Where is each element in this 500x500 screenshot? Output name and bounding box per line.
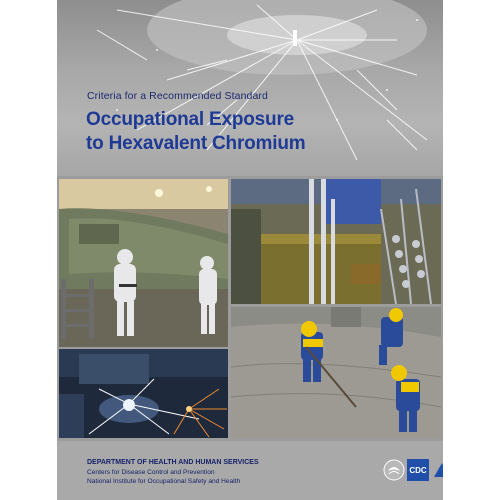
cover-title <box>86 108 305 156</box>
cover-title-line2: to Hexavalent Chromium <box>86 133 306 154</box>
department-name: DEPARTMENT OF HEALTH AND HUMAN SERVICES <box>87 459 259 466</box>
cover-title-line1: Occupational Exposure <box>86 109 295 130</box>
report-cover <box>57 0 474 500</box>
cover-subtitle: Criteria for a Recommended Standard <box>87 90 268 102</box>
cdc-logo-text: CDC <box>409 466 427 475</box>
cdc-name: Centers for Disease Control and Prevention <box>87 469 215 476</box>
photo-welding <box>59 349 228 438</box>
photo-plating-tank <box>231 179 441 304</box>
niosh-name: National Institute for Occupational Safety and Health <box>87 478 241 485</box>
photo-aircraft-painters <box>59 179 228 347</box>
agency-logos <box>382 455 474 485</box>
niosh-logo-icon: NIOSH <box>434 463 443 477</box>
hhs-eagle-icon <box>384 460 404 480</box>
photo-concrete-workers <box>231 307 441 438</box>
cdc-logo-icon <box>407 459 429 481</box>
